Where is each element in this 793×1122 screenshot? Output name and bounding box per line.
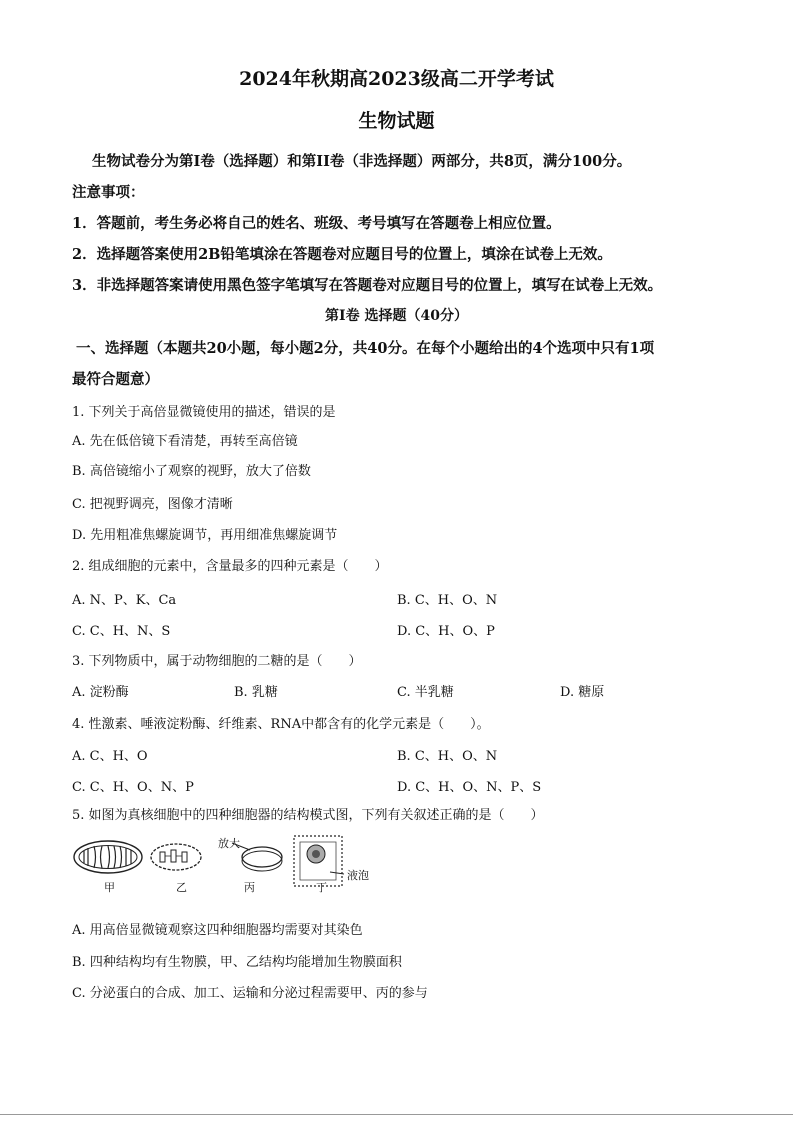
question-1-option-d: D. 先用粗准焦螺旋调节，再用细准焦螺旋调节 <box>72 528 338 543</box>
question-3-option-c: C. 半乳糖 <box>397 685 454 700</box>
question-4-option-d: D. C、H、O、N、P、S <box>397 780 542 795</box>
question-1-option-b: B. 高倍镜缩小了观察的视野，放大了倍数 <box>72 464 311 479</box>
question-2-option-a: A. N、P、K、Ca <box>72 593 177 608</box>
question-3-option-d: D. 糖原 <box>560 685 605 700</box>
question-4-option-c: C. C、H、O、N、P <box>72 780 194 795</box>
figure-label-jia: 甲 <box>104 881 115 894</box>
question-2-stem: 2. 组成细胞的元素中，含量最多的四种元素是（ ） <box>72 559 388 574</box>
figure-annotation-vacuole: 液泡 <box>347 869 369 882</box>
figure-label-bing: 丙 <box>244 881 255 894</box>
figure-annotation-magnify: 放大 <box>218 837 240 850</box>
mitochondrion-drawing <box>74 841 142 873</box>
question-3-option-b: B. 乳糖 <box>234 685 278 700</box>
page-bottom-divider <box>0 1114 793 1115</box>
organelle-figure <box>72 832 392 892</box>
exam-title: 2024年秋期高2023级高二开学考试 <box>239 68 554 90</box>
exam-intro: 生物试卷分为第I卷（选择题）和第II卷（非选择题）两部分，共8页，满分100分。 <box>92 153 632 170</box>
section-heading: 第I卷 选择题（40分） <box>325 308 468 324</box>
question-4-option-a: A. C、H、O <box>72 749 148 764</box>
question-2-option-d: D. C、H、O、P <box>397 624 495 639</box>
question-1-option-a: A. 先在低倍镜下看清楚，再转至高倍镜 <box>72 434 298 449</box>
chloroplast-drawing <box>151 844 201 870</box>
question-1-option-c: C. 把视野调亮，图像才清晰 <box>72 497 233 512</box>
question-3-option-a: A. 淀粉酶 <box>72 685 129 700</box>
figure-label-ding: 丁 <box>316 881 327 894</box>
notes-heading: 注意事项： <box>72 184 145 201</box>
question-5-option-b: B. 四种结构均有生物膜，甲、乙结构均能增加生物膜面积 <box>72 955 402 970</box>
question-5-option-a: A. 用高倍显微镜观察这四种细胞器均需要对其染色 <box>72 923 363 938</box>
section-instruction-line2: 最符合题意） <box>72 371 159 388</box>
note-item-1: 1．答题前，考生务必将自己的姓名、班级、考号填写在答题卷上相应位置。 <box>72 215 561 232</box>
section-instruction-line1: 一、选择题（本题共20小题，每小题2分，共40分。在每个小题给出的4个选项中只有1项 <box>76 340 655 357</box>
question-4-option-b: B. C、H、O、N <box>397 749 498 764</box>
question-1-stem: 1. 下列关于高倍显微镜使用的描述，错误的是 <box>72 405 336 420</box>
figure-label-yi: 乙 <box>176 881 187 894</box>
subject-title: 生物试题 <box>358 110 435 132</box>
question-2-option-c: C. C、H、N、S <box>72 624 171 639</box>
note-item-3: 3．非选择题答案请使用黑色签字笔填写在答题卷对应题目号的位置上，填写在试卷上无效。 <box>72 277 663 294</box>
question-2-option-b: B. C、H、O、N <box>397 593 498 608</box>
question-5-option-c: C. 分泌蛋白的合成、加工、运输和分泌过程需要甲、丙的参与 <box>72 986 428 1001</box>
note-item-2: 2．选择题答案使用2B铅笔填涂在答题卷对应题目号的位置上，填涂在试卷上无效。 <box>72 246 612 263</box>
question-5-stem: 5. 如图为真核细胞中的四种细胞器的结构模式图，下列有关叙述正确的是（ ） <box>72 808 544 823</box>
question-3-stem: 3. 下列物质中，属于动物细胞的二糖的是（ ） <box>72 654 362 669</box>
question-4-stem: 4. 性激素、唾液淀粉酶、纤维素、RNA中都含有的化学元素是（ ）。 <box>72 717 490 732</box>
